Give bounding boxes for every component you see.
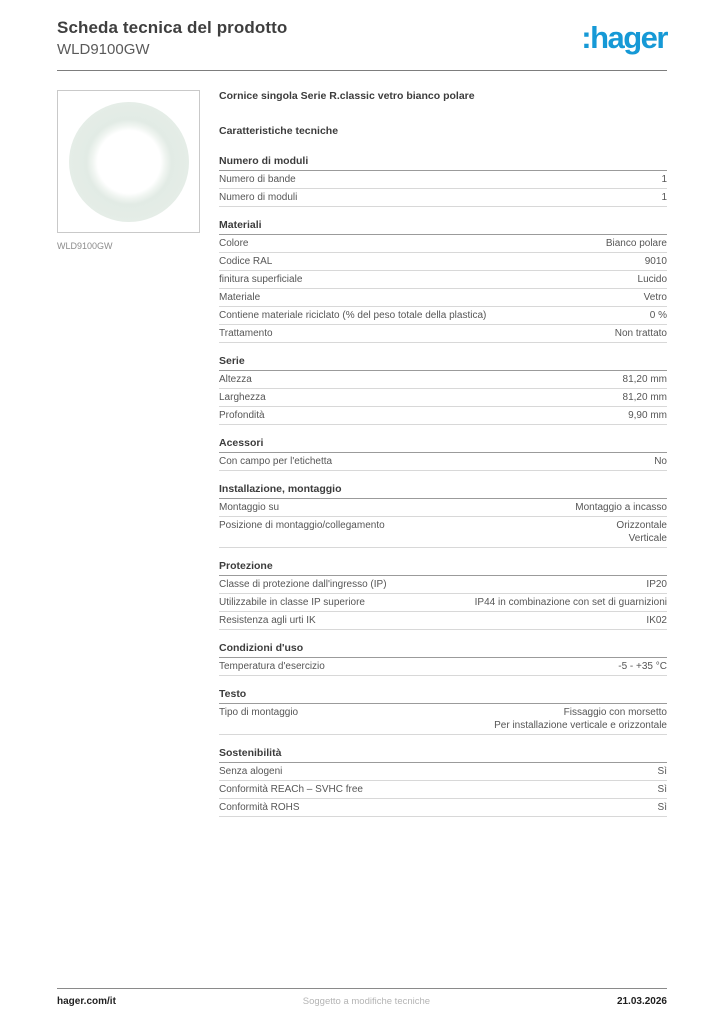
spec-value-line: 9010 — [644, 256, 667, 267]
spec-label: Materiale — [219, 292, 261, 303]
spec-label: Trattamento — [219, 328, 273, 339]
spec-section-title: Sostenibilità — [219, 747, 667, 763]
spec-section-title: Acessori — [219, 437, 667, 453]
spec-value — [623, 391, 667, 404]
spec-section — [219, 483, 667, 548]
spec-value — [661, 191, 667, 204]
spec-value — [616, 519, 667, 545]
spec-section — [219, 688, 667, 735]
spec-value-line: Non trattato — [614, 328, 667, 339]
spec-label: Numero di bande — [219, 174, 296, 185]
spec-value — [650, 309, 667, 322]
spec-row — [219, 271, 667, 289]
spec-row — [219, 781, 667, 799]
product-image-caption: WLD9100GW — [57, 241, 113, 251]
spec-section-title: Protezione — [219, 560, 667, 576]
spec-value — [646, 578, 667, 591]
spec-value-line: 81,20 mm — [622, 374, 667, 385]
spec-section-title: Numero di moduli — [219, 155, 667, 171]
spec-label: Con campo per l'etichetta — [219, 456, 333, 467]
spec-label: Conformità REACh – SVHC free — [219, 784, 363, 795]
spec-row — [219, 612, 667, 630]
spec-row — [219, 453, 667, 471]
spec-row — [219, 799, 667, 817]
spec-label: Resistenza agli urti IK — [219, 615, 316, 626]
footer-date: 21.03.2026 — [616, 996, 667, 1007]
spec-value-line: 1 — [661, 192, 667, 203]
spec-section — [219, 437, 667, 471]
spec-value-line: Orizzontale — [616, 520, 667, 531]
product-ring-frame-image — [69, 102, 189, 222]
spec-value-line: Bianco polare — [605, 238, 667, 249]
spec-row — [219, 658, 667, 676]
spec-section — [219, 155, 667, 207]
spec-row — [219, 235, 667, 253]
product-description: Cornice singola Serie R.classic vetro bianco polare — [219, 90, 475, 102]
spec-value-line: No — [654, 456, 667, 467]
spec-label: Profondità — [219, 410, 265, 421]
product-code: WLD9100GW — [57, 41, 150, 58]
spec-value — [661, 173, 667, 186]
spec-value — [615, 327, 667, 340]
spec-value-line: Fissaggio con morsetto — [563, 707, 667, 718]
spec-label: Utilizzabile in classe IP superiore — [219, 597, 365, 608]
spec-value-line: Sì — [657, 766, 667, 777]
header-divider — [57, 70, 667, 71]
spec-value-line: Per installazione verticale e orizzontale — [494, 720, 667, 731]
spec-section-title: Serie — [219, 355, 667, 371]
spec-row — [219, 171, 667, 189]
spec-value — [645, 255, 667, 268]
spec-label: Temperatura d'esercizio — [219, 661, 325, 672]
spec-section — [219, 355, 667, 425]
spec-value — [644, 291, 667, 304]
spec-value-line: IP20 — [646, 579, 667, 590]
characteristics-heading: Caratteristiche tecniche — [219, 125, 339, 137]
product-image-column — [57, 90, 200, 251]
spec-row — [219, 576, 667, 594]
spec-label: Classe di protezione dall'ingresso (IP) — [219, 579, 387, 590]
spec-label: Codice RAL — [219, 256, 273, 267]
spec-value — [475, 596, 667, 609]
sections — [219, 155, 667, 817]
spec-label: Posizione di montaggio/collegamento — [219, 520, 385, 531]
spec-value — [658, 765, 667, 778]
spec-value — [654, 455, 667, 468]
spec-value-line: Vetro — [643, 292, 667, 303]
spec-value — [646, 614, 667, 627]
spec-value-line: 0 % — [649, 310, 667, 321]
spec-label: Larghezza — [219, 392, 266, 403]
spec-value-line: -5 - +35 °C — [618, 661, 667, 672]
spec-section — [219, 747, 667, 817]
spec-value-line: 9,90 mm — [628, 410, 667, 421]
product-image — [57, 90, 200, 233]
spec-row — [219, 189, 667, 207]
spec-value — [628, 409, 667, 422]
spec-value — [575, 501, 667, 514]
spec-label: Tipo di montaggio — [219, 707, 299, 718]
spec-row — [219, 499, 667, 517]
spec-value — [494, 706, 667, 732]
spec-value-line: Sì — [657, 784, 667, 795]
page-header — [57, 18, 667, 68]
spec-label: finitura superficiale — [219, 274, 303, 285]
spec-row — [219, 407, 667, 425]
spec-value-line: IP44 in combinazione con set di guarnizioni — [474, 597, 667, 608]
spec-label: Conformità ROHS — [219, 802, 300, 813]
spec-value — [658, 801, 667, 814]
spec-section-title: Testo — [219, 688, 667, 704]
spec-value-line: Verticale — [628, 533, 667, 544]
spec-label: Colore — [219, 238, 249, 249]
spec-value — [618, 660, 667, 673]
spec-section-title: Installazione, montaggio — [219, 483, 667, 499]
spec-value-line: IK02 — [646, 615, 667, 626]
spec-row — [219, 371, 667, 389]
spec-row — [219, 763, 667, 781]
hager-logo: :hager — [581, 20, 667, 55]
spec-section — [219, 219, 667, 343]
spec-section-title: Condizioni d'uso — [219, 642, 667, 658]
spec-row — [219, 594, 667, 612]
spec-label: Montaggio su — [219, 502, 280, 513]
spec-label: Numero di moduli — [219, 192, 298, 203]
page-title: Scheda tecnica del prodotto — [57, 18, 288, 37]
spec-row — [219, 389, 667, 407]
spec-row — [219, 325, 667, 343]
spec-row — [219, 307, 667, 325]
spec-row — [219, 289, 667, 307]
spec-value — [638, 273, 667, 286]
spec-value — [606, 237, 667, 250]
spec-row — [219, 704, 667, 735]
spec-value-line: Montaggio a incasso — [575, 502, 667, 513]
spec-section-title: Materiali — [219, 219, 667, 235]
spec-section — [219, 642, 667, 676]
spec-value — [623, 373, 667, 386]
spec-row — [219, 517, 667, 548]
spec-label: Contiene materiale riciclato (% del peso totale della plastica) — [219, 310, 487, 321]
footer-disclaimer: Soggetto a modifiche tecniche — [302, 996, 431, 1007]
footer-website: hager.com/it — [57, 996, 116, 1007]
spec-section — [219, 560, 667, 630]
spec-value — [658, 783, 667, 796]
spec-value-line: 81,20 mm — [622, 392, 667, 403]
spec-value-line: 1 — [661, 174, 667, 185]
spec-label: Altezza — [219, 374, 252, 385]
spec-row — [219, 253, 667, 271]
page-footer — [57, 996, 667, 1007]
footer-divider — [57, 988, 667, 989]
spec-value-line: Sì — [657, 802, 667, 813]
spec-label: Senza alogeni — [219, 766, 283, 777]
product-details — [219, 90, 667, 829]
spec-value-line: Lucido — [637, 274, 667, 285]
